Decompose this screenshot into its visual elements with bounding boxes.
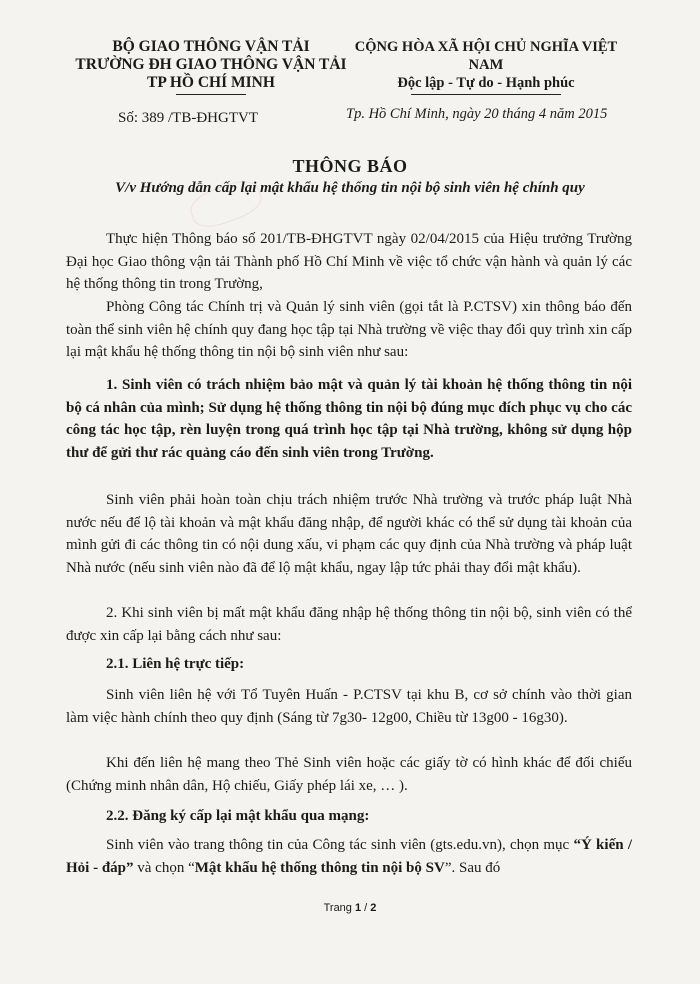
document-subtitle: V/v Hướng dẫn cấp lại mật khẩu hệ thống tin nội bộ sinh viên hệ chính quy <box>115 180 585 196</box>
city-name: TP HỒ CHÍ MINH <box>147 74 275 91</box>
paragraph-5-item-2: 2. Khi sinh viên bị mất mật khẩu đăng nhập hệ thống thông tin nội bộ, sinh viên có thể được xin cấp lại bằng cách như sau: <box>66 605 632 644</box>
ministry-name: BỘ GIAO THÔNG VẬN TẢI <box>112 38 310 55</box>
page-label: Trang <box>323 902 352 914</box>
paragraph-2: Phòng Công tác Chính trị và Quản lý sinh viên (gọi tắt là P.CTSV) xin thông báo đến toàn thể sinh viên hệ chính quy đang học tập tại Nhà trường về việc thay đổi quy trình xin cấp lại mật khẩu hệ thống thông tin nội bộ sinh viên như sau: <box>66 299 632 360</box>
p8-text-a: Sinh viên vào trang thông tin của Công tác sinh viên (gts.edu.vn), chọn mục <box>106 837 570 853</box>
motto: Độc lập - Tự do - Hạnh phúc <box>397 75 575 91</box>
paragraph-4: Sinh viên phải hoàn toàn chịu trách nhiệm trước Nhà trường và trước pháp luật Nhà nước nếu để lộ tài khoản và mật khẩu đăng nhập, để người khác có thể sử dụng tài khoản của mình gửi đi các thông tin có nội dung xấu, vi phạm các quy định của Nhà trường và pháp luật Nhà nước (nếu sinh viên nào đã để lộ mật khẩu, ngay lập tức phải thay đổi mật khẩu). <box>66 492 632 576</box>
paragraph-3-item-1: 1. Sinh viên có trách nhiệm bảo mật và quản lý tài khoản hệ thống thông tin nội bộ cá nhân của mình; Sử dụng hệ thống thông tin nội bộ đúng mục đích phục vụ cho các công tác học tập, rèn luyện trong quá trình học tập tại Nhà trường, không sử dụng hộp thư để gửi thư rác quảng cáo đến sinh viên trong Trường. <box>66 377 632 461</box>
university-name: TRƯỜNG ĐH GIAO THÔNG VẬN TẢI <box>75 56 347 73</box>
issuer-block <box>66 38 356 95</box>
page-total: 2 <box>370 902 377 914</box>
paragraph-8 <box>66 834 632 879</box>
document-title: THÔNG BÁO <box>292 156 408 176</box>
p8-menu-faq: “Ý kiến / Hỏi - đáp” <box>66 837 632 876</box>
p8-text-e: ”. Sau đó <box>444 859 501 876</box>
page-current: 1 <box>354 902 362 914</box>
motto-underline <box>411 94 561 95</box>
heading-2-2: 2.2. Đăng ký cấp lại mật khẩu qua mạng: <box>106 808 370 824</box>
issuer-underline <box>176 94 246 95</box>
country-name: CỘNG HÒA XÃ HỘI CHỦ NGHĨA VIỆT NAM <box>354 39 618 73</box>
document-date: Tp. Hồ Chí Minh, ngày 20 tháng 4 năm 2015 <box>346 106 608 122</box>
national-heading <box>336 38 636 95</box>
page-footer <box>0 902 700 914</box>
paragraph-1: Thực hiện Thông báo số 201/TB-ĐHGTVT ngày 02/04/2015 của Hiệu trưởng Trường Đại học Giao thông vận tải Thành phố Hồ Chí Minh về việc tổ chức vận hành và quản lý các hệ thống thông tin trong Trường, <box>66 231 632 292</box>
p8-text-c: và chọn “ <box>133 859 195 876</box>
p8-menu-password: Mật khẩu hệ thống thông tin nội bộ SV <box>194 859 445 876</box>
paragraph-6: Sinh viên liên hệ với Tổ Tuyên Huấn - P.CTSV tại khu B, cơ sở chính vào thời gian làm việc hành chính theo quy định (Sáng từ 7g30- 12g00, Chiều từ 13g00 - 16g30). <box>66 687 632 726</box>
paragraph-7: Khi đến liên hệ mang theo Thẻ Sinh viên hoặc các giấy tờ có hình khác để đối chiếu (Chứng minh nhân dân, Hộ chiếu, Giấy phép lái xe, … ). <box>66 755 632 794</box>
page-separator: / <box>361 902 371 914</box>
document-number: Số: 389 /TB-ĐHGTVT <box>118 110 258 126</box>
heading-2-1: 2.1. Liên hệ trực tiếp: <box>106 656 245 672</box>
